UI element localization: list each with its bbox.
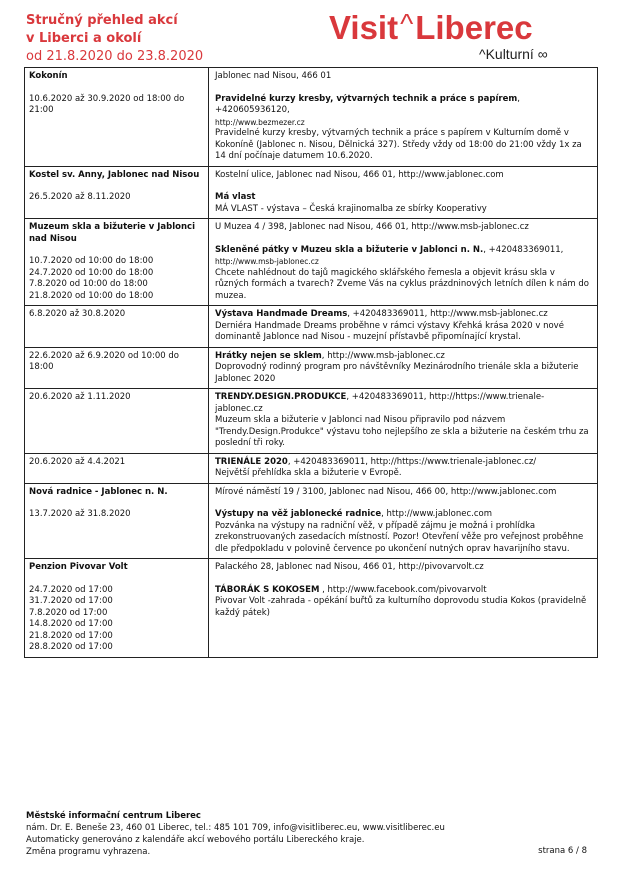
event-dates: 31.7.2020 od 17:00 bbox=[29, 596, 113, 606]
venue-address: Mírové náměstí 19 / 3100, Jablonec nad Nisou, 466 00, http://www.jablonec.com bbox=[215, 486, 557, 497]
event-title: Výstava Handmade Dreams bbox=[215, 309, 348, 319]
event-description: Chcete nahlédnout do tajů magického sklářského řemesla a objevit krásu skla v různých formách a tvarech? Zveme Vás na cyklus prázdninových letních dílen k nám do muzea. bbox=[215, 267, 589, 301]
event-row bbox=[25, 347, 597, 389]
event-title: Pravidelné kurzy kresby, výtvarných technik a práce s papírem bbox=[215, 93, 518, 104]
event-title: Skleněné pátky v Muzeu skla a bižuterie v Jablonci n. N. bbox=[215, 244, 484, 255]
event-dates: 21.8.2020 od 17:00 bbox=[29, 630, 113, 641]
venue-row bbox=[25, 68, 597, 166]
venue-address: U Muzea 4 / 398, Jablonec nad Nisou, 466 01, http://www.msb-jablonec.cz bbox=[215, 222, 529, 232]
header-title: Stručný přehled akcí bbox=[26, 13, 178, 28]
event-contact: , +420483369011, http://www.msb-jablonec.cz bbox=[347, 309, 548, 319]
venue-name: Nová radnice - Jablonec n. N. bbox=[29, 486, 168, 497]
event-description: Pravidelné kurzy kresby, výtvarných technik a práce s papírem v Kulturním domě v Kokoníně (Jablonec n. Nisou, Dělnická 327). Středy vždy od 18:00 do 21:00 vždy 1x za 14 dní počínaje datumem 10.6.2020. bbox=[215, 128, 582, 161]
visit-liberec-logo bbox=[329, 8, 533, 50]
logo-text-right: Liberec bbox=[415, 9, 533, 46]
event-dates: 28.8.2020 od 17:00 bbox=[29, 642, 113, 652]
footer-generated-note: Automaticky generováno z kalendáře akcí webového portálu Libereckého kraje. bbox=[26, 835, 365, 845]
event-title: Má vlast bbox=[215, 192, 256, 202]
event-dates: 22.6.2020 až 6.9.2020 od 10:00 do 18:00 bbox=[29, 350, 179, 372]
logo-text-left: Visit bbox=[329, 9, 399, 46]
venue-row bbox=[25, 483, 597, 559]
footer-organization: Městské informační centrum Liberec bbox=[26, 811, 201, 821]
event-description: Muzeum skla a bižuterie v Jablonci nad Nisou připravilo pod názvem "Trendy.Design.Produkce" výstavu toho nejlepšího ze skla a bižuterie na českém trhu za poslední tři roky. bbox=[215, 415, 589, 448]
event-row bbox=[25, 388, 597, 453]
event-dates: 14.8.2020 od 17:00 bbox=[29, 619, 113, 629]
event-title: TRIENÁLE 2020 bbox=[215, 456, 288, 467]
event-description: Pozvánka na výstupy na radniční věž, v případě zájmu je možná i prohlídka zrekonstruovaných zasedacích místností. Pozor! Otevření věže pro veřejnost proběhne dle předpokladu v polovině července po ukončení nutných oprav havarijního stavu. bbox=[215, 520, 584, 554]
venue-address: Palackého 28, Jablonec nad Nisou, 466 01, http://pivovarvolt.cz bbox=[215, 562, 484, 572]
event-dates: 10.7.2020 od 10:00 do 18:00 bbox=[29, 256, 154, 266]
event-url: http://www.msb-jablonec.cz bbox=[215, 257, 319, 266]
venue-name: Muzeum skla a bižuterie v Jablonci nad Nisou bbox=[29, 222, 195, 244]
event-title: TÁBORÁK S KOKOSEM bbox=[215, 584, 320, 595]
venue-row bbox=[25, 166, 597, 219]
event-contact: , http://www.jablonec.com bbox=[381, 509, 493, 519]
event-contact: , +420483369011, http://https://www.trienale-jablonec.cz bbox=[215, 392, 545, 414]
event-dates: 6.8.2020 až 30.8.2020 bbox=[29, 309, 126, 319]
page-footer bbox=[26, 810, 596, 858]
venue-name: Penzion Pivovar Volt bbox=[29, 562, 128, 572]
event-dates: 24.7.2020 od 17:00 bbox=[29, 584, 113, 595]
events-table bbox=[24, 67, 598, 658]
event-dates: 21.8.2020 od 10:00 do 18:00 bbox=[29, 290, 154, 301]
event-title: TRENDY.DESIGN.PRODUKCE bbox=[215, 392, 347, 402]
event-dates: 20.6.2020 až 4.4.2021 bbox=[29, 456, 126, 467]
event-description: Největší přehlídka skla a bižuterie v Evropě. bbox=[215, 468, 402, 478]
event-contact: , +420483369011, http://https://www.trienale-jablonec.cz/ bbox=[287, 456, 537, 467]
venue-address: Jablonec nad Nisou, 466 01 bbox=[215, 71, 332, 81]
page-number: strana 6 / 8 bbox=[538, 846, 587, 856]
event-row bbox=[25, 453, 597, 483]
event-dates: 7.8.2020 od 10:00 do 18:00 bbox=[29, 279, 148, 289]
event-dates: 13.7.2020 až 31.8.2020 bbox=[29, 509, 131, 519]
event-dates: 20.6.2020 až 1.11.2020 bbox=[29, 392, 131, 402]
document-header bbox=[26, 12, 203, 66]
venue-row bbox=[25, 218, 597, 305]
venue-name: Kokonín bbox=[29, 71, 68, 81]
footer-change-note: Změna programu vyhrazena. bbox=[26, 847, 151, 857]
venue-address: Kostelní ulice, Jablonec nad Nisou, 466 01, http://www.jablonec.com bbox=[215, 169, 504, 180]
event-contact: , http://www.facebook.com/pivovarvolt bbox=[319, 584, 487, 595]
event-url: http://www.bezmezer.cz bbox=[215, 117, 305, 127]
event-dates: 26.5.2020 až 8.11.2020 bbox=[29, 192, 131, 202]
event-dates: 24.7.2020 od 10:00 do 18:00 bbox=[29, 267, 154, 278]
event-description: Derniéra Handmade Dreams proběhne v rámci výstavy Křehká krása 2020 v nové dominantě Jablonce nad Nisou - muzejní přístavbě připomínající krystal. bbox=[215, 320, 564, 342]
venue-name: Kostel sv. Anny, Jablonec nad Nisou bbox=[29, 169, 200, 180]
footer-address: nám. Dr. E. Beneše 23, 460 01 Liberec, tel.: 485 101 709, info@visitliberec.eu, www.visitliberec.eu bbox=[26, 823, 445, 833]
event-description: MÁ VLAST - výstava – Česká krajinomalba ze sbírky Kooperativy bbox=[215, 203, 487, 214]
header-date-range: od 21.8.2020 do 23.8.2020 bbox=[26, 49, 204, 64]
logo-caret: ^ bbox=[400, 8, 414, 39]
event-contact: , http://www.msb-jablonec.cz bbox=[321, 350, 445, 361]
event-contact: , +420483369011, bbox=[483, 244, 564, 255]
event-description: Doprovodný rodinný program pro návštěvníky Mezinárodního trienále skla a bižuterie Jablonec 2020 bbox=[215, 362, 579, 384]
event-title: Výstupy na věž jablonecké radnice bbox=[215, 509, 382, 519]
event-dates: 10.6.2020 až 30.9.2020 od 18:00 do 21:00 bbox=[29, 93, 185, 115]
logo-subtitle: ^Kulturní ∞ bbox=[479, 46, 548, 62]
event-row bbox=[25, 305, 597, 347]
event-title: Hrátky nejen se sklem bbox=[215, 350, 322, 361]
header-subtitle: v Liberci a okolí bbox=[26, 31, 142, 46]
event-description: Pivovar Volt -zahrada - opékání buřtů za kulturního doprovodu studia Kokos (pravidelně každý pátek) bbox=[215, 596, 587, 618]
event-dates: 7.8.2020 od 17:00 bbox=[29, 607, 108, 618]
event-contact: , +420605936120, bbox=[215, 93, 520, 115]
venue-row bbox=[25, 558, 597, 657]
